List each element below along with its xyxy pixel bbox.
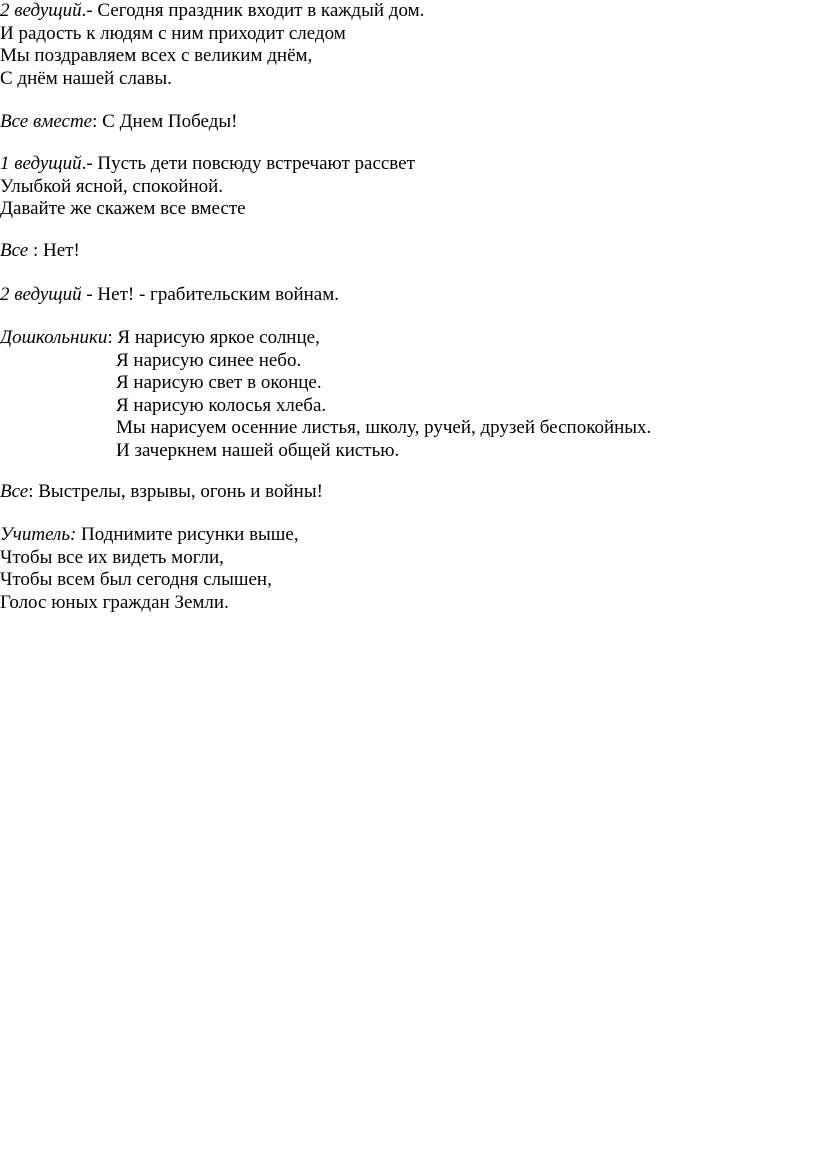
- text-line: [0, 153, 415, 176]
- text-line: Мы нарисуем осенние листья, школу, ручей, друзей беспокойных.: [116, 417, 652, 438]
- text-line: [0, 111, 238, 134]
- line-text: .- Пусть дети повсюду встречают рассвет: [81, 153, 415, 174]
- text-line: Мы поздравляем всех с великим днём,: [0, 45, 313, 66]
- text-line: Чтобы всем был сегодня слышен,: [0, 569, 272, 590]
- text-line: Я нарисую свет в оконце.: [116, 372, 322, 393]
- text-line: Чтобы все их видеть могли,: [0, 546, 224, 568]
- line-text: : Я нарисую яркое солнце,: [107, 327, 320, 348]
- line-text: Поднимите рисунки выше,: [76, 524, 299, 545]
- speaker-label: Дошкольники: [0, 327, 108, 348]
- line-text: : Выстрелы, взрывы, огонь и войны!: [28, 481, 323, 502]
- speaker-label: Все вместе: [0, 111, 93, 132]
- line-text: : Нет!: [28, 240, 80, 261]
- text-line: С днём нашей славы.: [0, 67, 172, 89]
- text-line: [0, 284, 339, 307]
- speaker-label: Все: [0, 240, 29, 261]
- stanza-all-no: [0, 240, 80, 263]
- text-line: [0, 0, 424, 23]
- speaker-label: 1 ведущий: [0, 153, 82, 174]
- text-line: [0, 327, 651, 350]
- speaker-label: 2 ведущий: [0, 0, 82, 21]
- text-line: И зачеркнем нашей общей кистью.: [116, 439, 400, 461]
- line-text: - Нет! - грабительским войнам.: [81, 284, 339, 305]
- stanza-lead-1: [0, 153, 415, 221]
- text-line: [0, 481, 323, 504]
- text-line: И радость к людям с ним приходит следом: [0, 22, 346, 44]
- line-text: : С Днем Победы!: [92, 111, 238, 132]
- stanza-all-shots: [0, 481, 323, 504]
- speaker-label: Все: [0, 481, 29, 502]
- text-line: Я нарисую колосья хлеба.: [116, 394, 327, 416]
- stanza-teacher: [0, 524, 299, 614]
- text-line: [0, 524, 299, 547]
- text-line: Давайте же скажем все вместе: [0, 198, 246, 219]
- stanza-all-together: [0, 111, 238, 134]
- line-text: .- Сегодня праздник входит в каждый дом.: [81, 0, 425, 21]
- stanza-lead-2-opening: [0, 0, 424, 90]
- speaker-label: 2 ведущий: [0, 284, 82, 305]
- stanza-lead-2-no-wars: [0, 284, 339, 307]
- text-line: [0, 240, 80, 263]
- text-line: Я нарисую синее небо.: [116, 349, 302, 371]
- stanza-preschoolers: [0, 327, 651, 462]
- text-line: Голос юных граждан Земли.: [0, 591, 229, 613]
- text-line: Улыбкой ясной, спокойной.: [0, 175, 224, 197]
- speaker-label: Учитель:: [0, 524, 77, 545]
